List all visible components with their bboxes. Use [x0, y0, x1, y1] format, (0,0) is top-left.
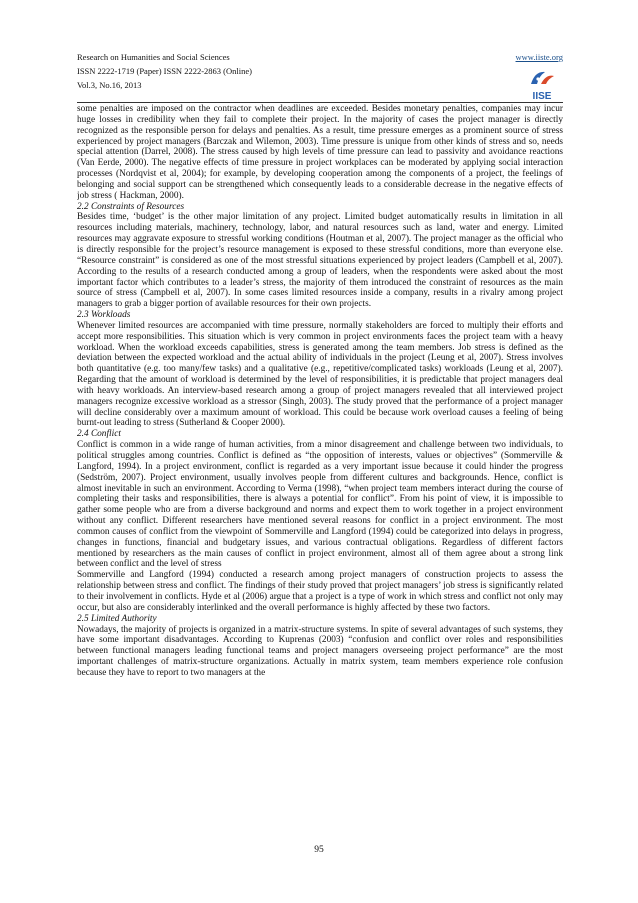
paragraph-stress-conflict-study: Sommerville and Langford (1994) conducted a research among project managers of construction projects to assess the relationship between stress and conflict. The findings of their study proved that project managers’ job stress is significantly related to their involvement in conflicts. Hyde et al (2006) argue that a project is a type of work in which stress and conflict not only may occur, but also are considerably interlinked and the overall performance is highly affected by these two factors. — [77, 570, 563, 613]
iiste-logo — [527, 68, 557, 102]
header-divider — [77, 102, 563, 103]
section-heading-limited-authority: 2.5 Limited Authority — [77, 613, 157, 624]
paragraph-time-pressure: some penalties are imposed on the contractor when deadlines are exceeded. Besides monetary penalties, companies may incur huge losses in credibility when they fail to complete their project. In the majority of cases the project manager is directly recognized as the responsible person for delays and penalties. As a result, time pressure emerges as a prominent source of stress experienced by project managers (Barczak and Wilemon, 2003). Time pressure is unique from other kinds of stress and so, needs special attention (Darrel, 2008). The stress caused by high levels of time pressure can lead to passivity and avoidance reactions (Van Eerde, 2000). The negative effects of time pressure in project workplaces can be moderated by applying social interaction processes (Nordqvist et al, 2004); for example, by developing cooperation among the components of a project, the feelings of belonging and social support can be strengthened which consequently leads to a considerable decrease in the negative effects of job stress ( Hackman, 2000). — [77, 104, 563, 201]
iiste-logo-icon — [527, 68, 557, 102]
volume-line: Vol.3, No.16, 2013 — [77, 80, 142, 90]
logo-text: IISE — [532, 91, 552, 102]
issn-line: ISSN 2222-1719 (Paper) ISSN 2222-2863 (Online) — [77, 66, 252, 76]
section-heading-conflict: 2.4 Conflict — [77, 429, 121, 440]
page-header — [77, 50, 563, 102]
section-heading-constraints-of-resources: 2.2 Constraints of Resources — [77, 201, 185, 212]
section-heading-workloads: 2.3 Workloads — [77, 310, 131, 321]
article-body — [77, 104, 563, 844]
journal-url-link[interactable]: www.iiste.org — [515, 52, 563, 62]
page-number: 95 — [314, 845, 324, 855]
paragraph-workloads: Whenever limited resources are accompanied with time pressure, normally stakeholders are forced to multiply their efforts and accept more responsibilities. This situation which is very common in project environments faces the project team with a heavy workload. When the workload exceeds capabilities, stress is generated among the team members. Job stress is defined as the deviation between the expected workload and the actual ability of individuals in the project (Leung et al, 2007). Stress involves both quantitative (e.g. too many/few tasks) and a qualitative (e.g., repetitive/complicated tasks) workloads (Leung et al, 2007). Regarding that the amount of workload is determined by the level of responsibilities, it is predictable that project managers deal with heavy workloads. An interview-based research among a group of project managers revealed that all interviewed project managers recognize excessive workload as a stressor (Singh, 2003). The study proved that the performance of a project manager will decline considerably over a maximum amount of workload. This could be because work overload causes a feeling of being burnt-out leading to stress (Sutherland & Cooper 2000). — [77, 320, 563, 429]
journal-title: Research on Humanities and Social Sciences — [77, 52, 230, 62]
paragraph-limited-authority: Nowadays, the majority of projects is organized in a matrix-structure systems. In spite of several advantages of such systems, they have some important disadvantages. According to Kuprenas (2003) “confusion and conflict over roles and responsibilities between functional managers leading functional teams and project managers overseeing project performance” are the most important challenges of matrix-structure organizations. Actually in matrix system, team members experience role confusion because they have to report to two managers at the — [77, 624, 563, 678]
paragraph-resources: Besides time, ‘budget’ is the other major limitation of any project. Limited budget automatically results in limitation in all resources including materials, machinery, technology, labor, and natural resources such as land, water and energy. Limited resources may aggravate exposure to stressful working conditions (Houtman et al, 2007). The project manager as the official who is directly responsible for the project’s resource management is exposed to these stressful conditions, more than everyone else. “Resource constraint” is considered as one of the most stressful situations experienced by project leaders (Campbell et al, 2007). According to the results of a research conducted among a group of leaders, when the respondents were asked about the most important factor which contributes to a leader’s stress, the majority of them introduced the constraint of resources as the main source of stress (Campbell et al, 2007). In some cases limited resources inside a company, results in a rivalry among project managers to grab a bigger portion of available resources for their own projects. — [77, 212, 563, 310]
paragraph-conflict: Conflict is common in a wide range of human activities, from a minor disagreement and challenge between two individuals, to political struggles among countries. Conflict is defined as “the opposition of interests, values or objectives” (Sommerville & Langford, 1994). In a project environment, conflict is regarded as a very important issue because it could hinder the progress (Sedström, 2007). Project environment, usually involves people from different cultures and backgrounds. Hence, conflict is almost inevitable in such an environment. According to Verma (1998), “when project team members interact during the course of completing their tasks and responsibilities, there is always a potential for conflict”. From his point of view, it is impossible to gather some people who are from a diverse background and norms and expect them to work together in a project environment without any conflict. Different researchers have mentioned several reasons for conflict in a project environment. The most common causes of conflict from the viewpoint of Sommerville and Langford (1994) could be categorized into delays in progress, changes in functions, financial and budgetary issues, and various contractual obligations. Regardless of different factors mentioned by researchers as the main causes of conflict in project environment, almost all of them agree about a strong link between conflict and the level of stress — [77, 440, 563, 570]
